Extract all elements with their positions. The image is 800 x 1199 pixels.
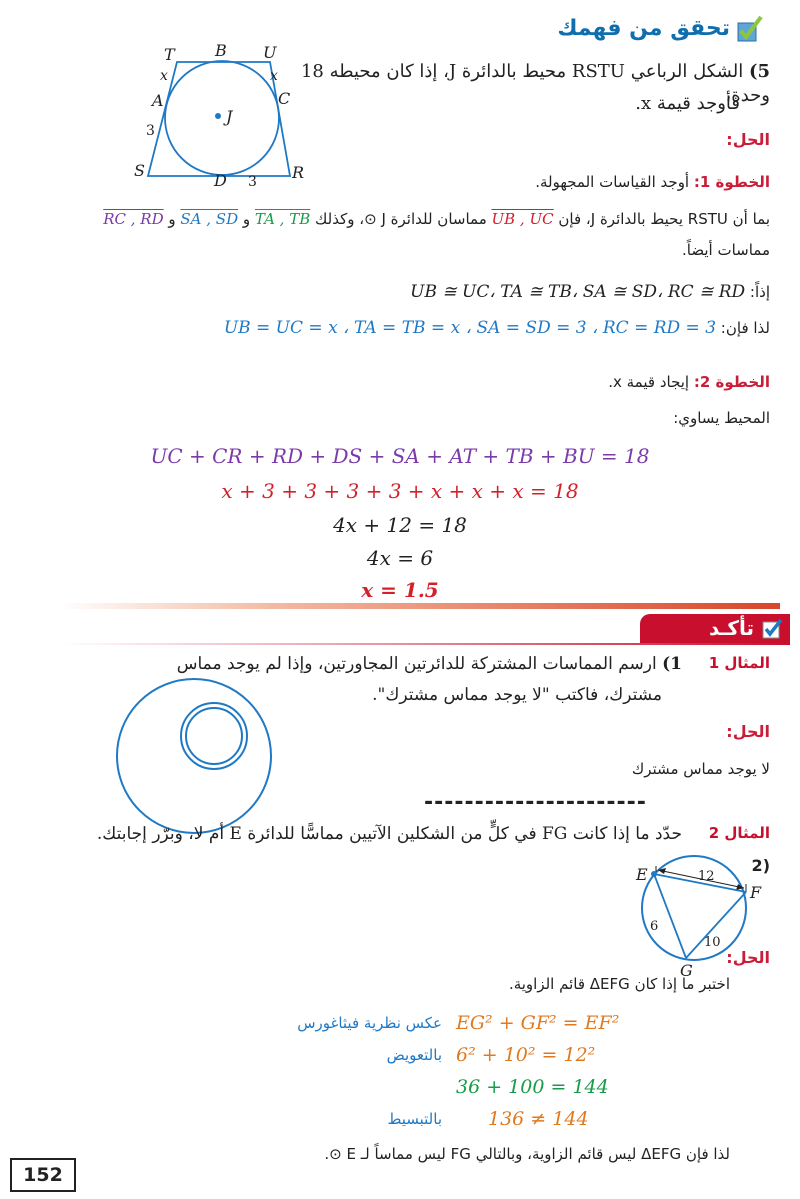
section-divider-bar: [60, 603, 780, 609]
check-box-icon-2: [760, 617, 784, 641]
example-2-test: اختبر ما إذا كان ΔEFG قائم الزاوية.: [508, 975, 730, 993]
solution-label-ex2: الحل:: [726, 948, 770, 967]
p1-b: مماسان للدائرة J ⊙، وكذلك: [310, 210, 492, 228]
equation-5: x = 1.5: [361, 578, 439, 602]
figure-two-circles: [114, 676, 274, 836]
label-E: E: [636, 865, 648, 884]
label-D: D: [214, 171, 227, 190]
solution-label-5: الحل:: [726, 130, 770, 149]
equal-prefix: لذا فإن:: [716, 319, 770, 337]
equal-line: [224, 316, 770, 340]
row-1-note: عكس نظرية فيثاغورس: [297, 1014, 442, 1032]
dashed-divider: ----------------------: [424, 790, 647, 815]
label-B: B: [215, 41, 227, 60]
section-header: [557, 14, 770, 48]
example-1-label: المثال 1: [708, 654, 770, 672]
label-3-left: 3: [146, 123, 155, 139]
example-1-line1: [122, 652, 682, 676]
perimeter-label: المحيط يساوي:: [673, 409, 770, 427]
step-2-text: إيجاد قيمة x.: [608, 373, 694, 391]
congruence-line: [410, 280, 770, 304]
label-12: 12: [698, 869, 715, 884]
congruence-prefix: إذاً:: [745, 283, 770, 301]
equation-3: 4x + 12 = 18: [333, 513, 467, 537]
example-2-label: المثال 2: [708, 824, 770, 842]
confirm-title: تأكـد: [708, 616, 754, 640]
label-F: F: [750, 883, 762, 902]
label-A: A: [152, 91, 164, 110]
label-T: T: [164, 45, 175, 64]
step-1-text: أوجد القياسات المجهولة.: [535, 173, 694, 191]
figure-quadrilateral: [130, 40, 320, 190]
page-number: 152: [10, 1158, 76, 1192]
label-x-left: x: [160, 68, 168, 84]
example-1-answer: لا يوجد مماس مشترك: [631, 760, 770, 778]
solution-label-ex1: الحل:: [726, 722, 770, 741]
label-6: 6: [650, 919, 659, 934]
row-2-note: بالتعويض: [386, 1046, 442, 1064]
label-3-bottom: 3: [248, 174, 257, 190]
label-C: C: [278, 89, 291, 108]
problem-5-line2: فأوجد قيمة x.: [635, 93, 740, 114]
row-2-eq: 6² + 10² = 12²: [456, 1044, 596, 1066]
label-G: G: [680, 961, 693, 980]
label-R: R: [292, 163, 305, 182]
equation-4: 4x = 6: [366, 546, 434, 570]
label-J: J: [226, 107, 233, 126]
header-title: تحقق من فهمك: [557, 16, 730, 41]
equal-statements: UB = UC = x ، TA = TB = x ، SA = SD = 3 ، RC = RD = 3: [223, 318, 717, 338]
row-3-eq: 36 + 100 = 144: [456, 1076, 609, 1098]
step-1-p2: مماسات أيضاً.: [682, 241, 770, 259]
problem-number: 5): [748, 61, 770, 82]
example-2-conclusion: لذا فإن ΔEFG ليس قائم الزاوية، وبالتالي FG ليس مماساً لـ E ⊙.: [324, 1145, 730, 1163]
label-10: 10: [704, 935, 721, 950]
congruence-statements: UB ≅ UC، TA ≅ TB، SA ≅ SD، RC ≅ RD: [410, 282, 746, 302]
label-S: S: [134, 161, 145, 180]
confirm-underline: [60, 643, 790, 645]
example-1-num: 1): [662, 654, 682, 674]
equation-2: x + 3 + 3 + 3 + 3 + x + x + x = 18: [221, 479, 579, 503]
label-x-right: x: [270, 68, 278, 84]
p1-c: و: [238, 210, 255, 228]
step-1-label: الخطوة 1:: [693, 173, 770, 191]
check-box-icon: [734, 14, 764, 44]
row-4-eq: 136 ≠ 144: [488, 1108, 589, 1130]
step-2-label: الخطوة 2:: [693, 373, 770, 391]
confirm-header: [640, 614, 790, 644]
row-1-eq: EG² + GF² = EF²: [456, 1012, 620, 1034]
example-2-line1: حدّد ما إذا كانت FG في كلٍّ من الشكلين الآتيين مماسًّا للدائرة E أم لا، وبرّر إجابتك.: [96, 824, 682, 844]
problem-5-text1: الشكل الرباعي RSTU محيط بالدائرة J، إذا كان محيطه 18 وحدة،: [300, 61, 770, 106]
equation-1: UC + CR + RD + DS + SA + AT + TB + BU = 18: [150, 444, 650, 468]
p1-ta: TA , TB: [254, 210, 311, 228]
step-1: [170, 170, 770, 194]
label-U: U: [263, 43, 277, 62]
row-4-note: بالتبسيط: [387, 1110, 442, 1128]
p1-d: و: [163, 210, 181, 228]
step-2: [608, 370, 770, 394]
example-1-text1: ارسم المماسات المشتركة للدائرتين المجاورتين، وإذا لم يوجد مماس: [176, 654, 657, 674]
p1-uc: UB , UC: [491, 210, 554, 228]
p1-rc: RC , RD: [103, 210, 164, 228]
p1-sa: SA , SD: [180, 210, 239, 228]
example-2-num: (2: [751, 856, 770, 875]
example-1-line2: مشترك، فاكتب "لا يوجد مماس مشترك".: [372, 685, 662, 705]
step-1-paragraph: [10, 207, 770, 231]
p1-a: بما أن RSTU يحيط بالدائرة J، فإن: [553, 210, 770, 228]
